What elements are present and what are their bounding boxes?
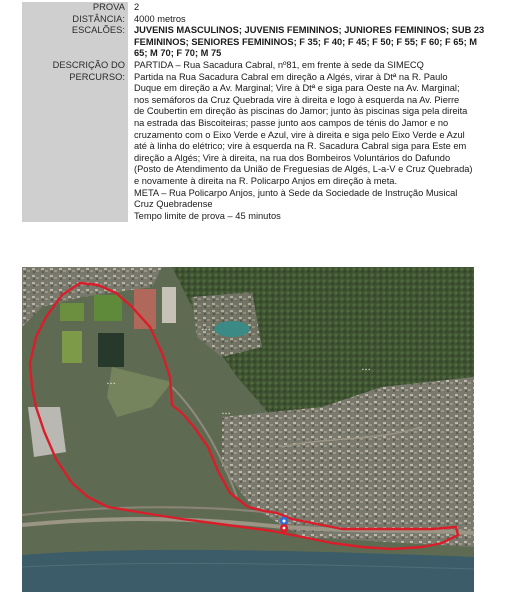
descricao-label [22,60,128,222]
row-descricao [22,60,474,222]
building-complex [28,407,66,457]
escaloes-label: ESCALÕES: [22,25,128,60]
descricao-line: de Coubertin em direção às piscinas do Jamor; junto às piscinas siga pela direita [134,106,468,117]
descricao-line: Tempo limite de prova – 45 minutos [134,210,281,221]
route-satellite-map [22,267,474,592]
descricao-line: Cruz Quebradense [134,199,213,210]
descricao-line: META – Rua Policarpo Anjos, junto à Sede da Sociedade de Instrução Musical [134,187,458,198]
escaloes-line: JUVENIS MASCULINOS; JUVENIS FEMININOS; JUNIORES FEMININOS; SUB 23 [134,25,485,36]
row-prova [22,2,474,14]
descricao-line: cruzamento com o Eixo Verde e Azul, vire à direita e siga pelo Eixo Verde e Azul [134,129,465,140]
descricao-line: direção a Algés; Vire à direita, na rua dos Bombeiros Voluntários do Dafundo [134,152,451,163]
descricao-line: e novamente à direita na R. Policarpo Anjos em direção à meta. [134,175,398,186]
sports-field [60,303,84,321]
sports-field [62,331,82,363]
descricao-line: (Posto de Atendimento da União de Freguesias de Algés, L-a-V e Cruz Quebrada) [134,164,473,175]
race-info-table [22,2,485,222]
descricao-line: Duque em direção a Av. Marginal; Vire à Dtª e siga para Oeste na Av. Marginal; [134,83,460,94]
map-image [22,267,474,592]
descricao-line: nos semáforos da Cruz Quebrada vire à direita e logo à esquerda na Av. Pierre [134,94,460,105]
escaloes-line: FEMININOS; SENIORES FEMININOS; F 35; F 40; F 45; F 50; F 55; F 60; F 65; M [134,36,478,47]
prova-label: PROVA [22,2,128,14]
distancia-value: 4000 metros [134,13,186,24]
descricao-line: na estrada das Biscoiteiras; passe junto aos campos de ténis do Jamor e no [134,117,449,128]
descricao-label-line: DESCRIÇÃO DO [52,59,125,70]
building-roof [162,287,176,323]
map-place-label: ▪ ▪ ▪ [202,327,211,333]
river-water [22,550,474,592]
map-place-label: ▪ ▪ ▪ [107,381,116,387]
row-escaloes [22,25,474,60]
escaloes-line: 65; M 70; F 70; M 75 [134,48,222,59]
pool-area [214,321,250,337]
row-distancia [22,14,474,26]
map-place-label: ▪ ▪ ▪ [222,411,231,417]
descricao-line: PARTIDA – Rua Sacadura Cabral, nº81, em frente à sede da SIMECQ [134,59,424,70]
descricao-line: Partida na Rua Sacadura Cabral em direção a Algés, virar à Dtª na R. Paulo [134,71,448,82]
prova-value: 2 [134,2,140,12]
descricao-line: até à linha do elétrico; vire à esquerda na R. Sacadura Cabral siga para Este em [134,141,467,152]
map-place-label: ▪ ▪ ▪ [362,367,371,373]
distancia-label: DISTÂNCIA: [22,14,128,26]
sports-field [94,295,122,321]
descricao-label-line: PERCURSO: [69,71,125,82]
sports-field [98,333,124,367]
start-marker-icon [280,517,288,525]
escaloes-value [128,25,485,60]
descricao-value [128,60,474,222]
